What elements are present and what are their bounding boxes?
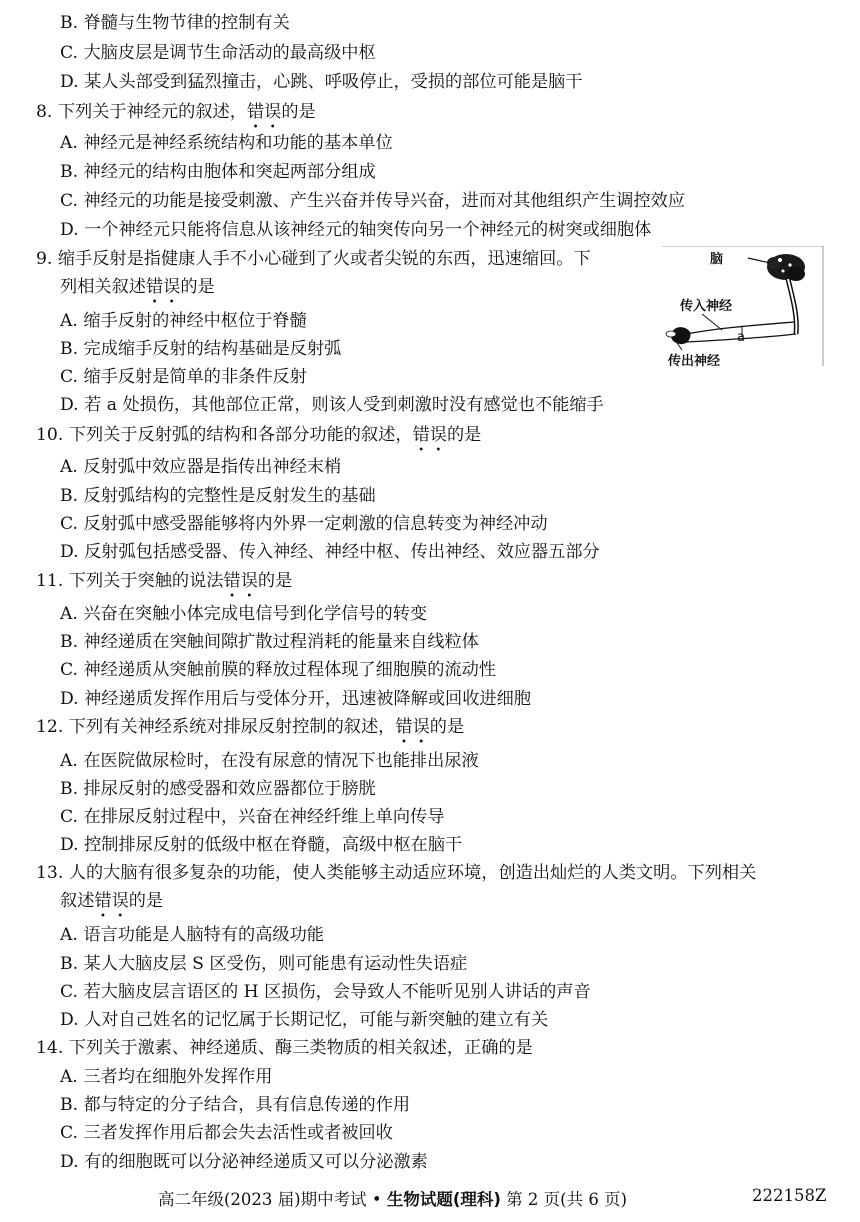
- question-9-stem: 9. 缩手反射是指健康人手不小心碰到了火或者尖锐的东西，迅速缩回。下: [36, 249, 591, 269]
- question-9-stem-cont: 列相关叙述错误的是: [60, 277, 215, 297]
- question-8-option-d: D. 一个神经元只能将信息从该神经元的轴突传向另一个神经元的树突或细胞体: [60, 220, 652, 240]
- question-11-option-c: C. 神经递质从突触前膜的释放过程体现了细胞膜的流动性: [60, 660, 496, 680]
- question-10-option-c: C. 反射弧中感受器能够将内外界一定刺激的信息转变为神经冲动: [60, 514, 548, 534]
- question-13-stem-cont: 叙述错误的是: [60, 891, 164, 911]
- question-10-option-b: B. 反射弧结构的完整性是反射发生的基础: [60, 486, 376, 506]
- question-13-stem: 13. 人的大脑有很多复杂的功能，使人类能够主动适应环境，创造出灿烂的人类文明。下列相关: [36, 863, 757, 883]
- point-a-label: a: [737, 330, 745, 345]
- question-9-option-d: D. 若 a 处损伤，其他部位正常，则该人受到刺激时没有感觉也不能缩手: [60, 395, 604, 415]
- option-d: D. 某人头部受到猛烈撞击，心跳、呼吸停止，受损的部位可能是脑干: [60, 72, 583, 92]
- question-14-option-a: A. 三者均在细胞外发挥作用: [60, 1067, 273, 1087]
- question-12-option-b: B. 排尿反射的感受器和效应器都位于膀胱: [60, 779, 376, 799]
- question-8-option-c: C. 神经元的功能是接受刺激、产生兴奋并传导兴奋，进而对其他组织产生调控效应: [60, 191, 686, 211]
- option-b: B. 脊髓与生物节律的控制有关: [60, 13, 290, 33]
- question-11-option-a: A. 兴奋在突触小体完成电信号到化学信号的转变: [60, 604, 428, 624]
- question-13-option-c: C. 若大脑皮层言语区的 H 区损伤，会导致人不能听见别人讲话的声音: [60, 982, 591, 1002]
- question-9-option-b: B. 完成缩手反射的结构基础是反射弧: [60, 339, 342, 359]
- page-footer: 高二年级(2023 届)期中考试 • 生物试题(理科) 第 2 页(共 6 页): [158, 1190, 628, 1209]
- question-10-option-a: A. 反射弧中效应器是指传出神经末梢: [60, 457, 342, 477]
- question-12-stem: 12. 下列有关神经系统对排尿反射控制的叙述，错误的是: [36, 717, 465, 737]
- brain-label: 脑: [710, 252, 724, 267]
- question-13-option-d: D. 人对自己姓名的记忆属于长期记忆，可能与新突触的建立有关: [60, 1010, 549, 1030]
- efferent-nerve-label: 传出神经: [668, 354, 721, 369]
- question-9-option-a: A. 缩手反射的神经中枢位于脊髓: [60, 311, 307, 331]
- question-8-option-a: A. 神经元是神经系统结构和功能的基本单位: [60, 133, 393, 153]
- option-c: C. 大脑皮层是调节生命活动的最高级中枢: [60, 43, 376, 63]
- question-14-option-b: B. 都与特定的分子结合，具有信息传递的作用: [60, 1095, 411, 1115]
- question-14-option-c: C. 三者发挥作用后都会失去活性或者被回收: [60, 1123, 393, 1143]
- question-11-option-d: D. 神经递质发挥作用后与受体分开，迅速被降解或回收进细胞: [60, 689, 531, 709]
- question-12-option-d: D. 控制排尿反射的低级中枢在脊髓，高级中枢在脑干: [60, 835, 463, 855]
- reflex-arc-figure: [662, 246, 824, 369]
- question-14-stem: 14. 下列关于激素、神经递质、酶三类物质的相关叙述，正确的是: [36, 1038, 533, 1058]
- question-13-option-a: A. 语言功能是人脑特有的高级功能: [60, 925, 324, 945]
- footer-subject: 生物试题(理科): [386, 1190, 501, 1209]
- question-10-stem: 10. 下列关于反射弧的结构和各部分功能的叙述，错误的是: [36, 425, 482, 445]
- question-12-option-c: C. 在排尿反射过程中，兴奋在神经纤维上单向传导: [60, 807, 445, 827]
- question-9-option-c: C. 缩手反射是简单的非条件反射: [60, 367, 307, 387]
- question-8-stem: 8. 下列关于神经元的叙述，错误的是: [36, 102, 316, 122]
- footer-code: 222158Z: [752, 1186, 827, 1205]
- question-10-option-d: D. 反射弧包括感受器、传入神经、神经中枢、传出神经、效应器五部分: [60, 542, 600, 562]
- question-12-option-a: A. 在医院做尿检时，在没有尿意的情况下也能排出尿液: [60, 751, 479, 771]
- brain-shape: [767, 254, 805, 281]
- question-11-option-b: B. 神经递质在突触间隙扩散过程消耗的能量来自线粒体: [60, 632, 479, 652]
- question-11-stem: 11. 下列关于突触的说法错误的是: [36, 571, 293, 591]
- question-13-option-b: B. 某人大脑皮层 S 区受伤，则可能患有运动性失语症: [60, 954, 468, 974]
- question-8-option-b: B. 神经元的结构由胞体和突起两部分组成: [60, 162, 376, 182]
- question-14-option-d: D. 有的细胞既可以分泌神经递质又可以分泌激素: [60, 1152, 428, 1172]
- afferent-nerve-label: 传入神经: [680, 299, 733, 314]
